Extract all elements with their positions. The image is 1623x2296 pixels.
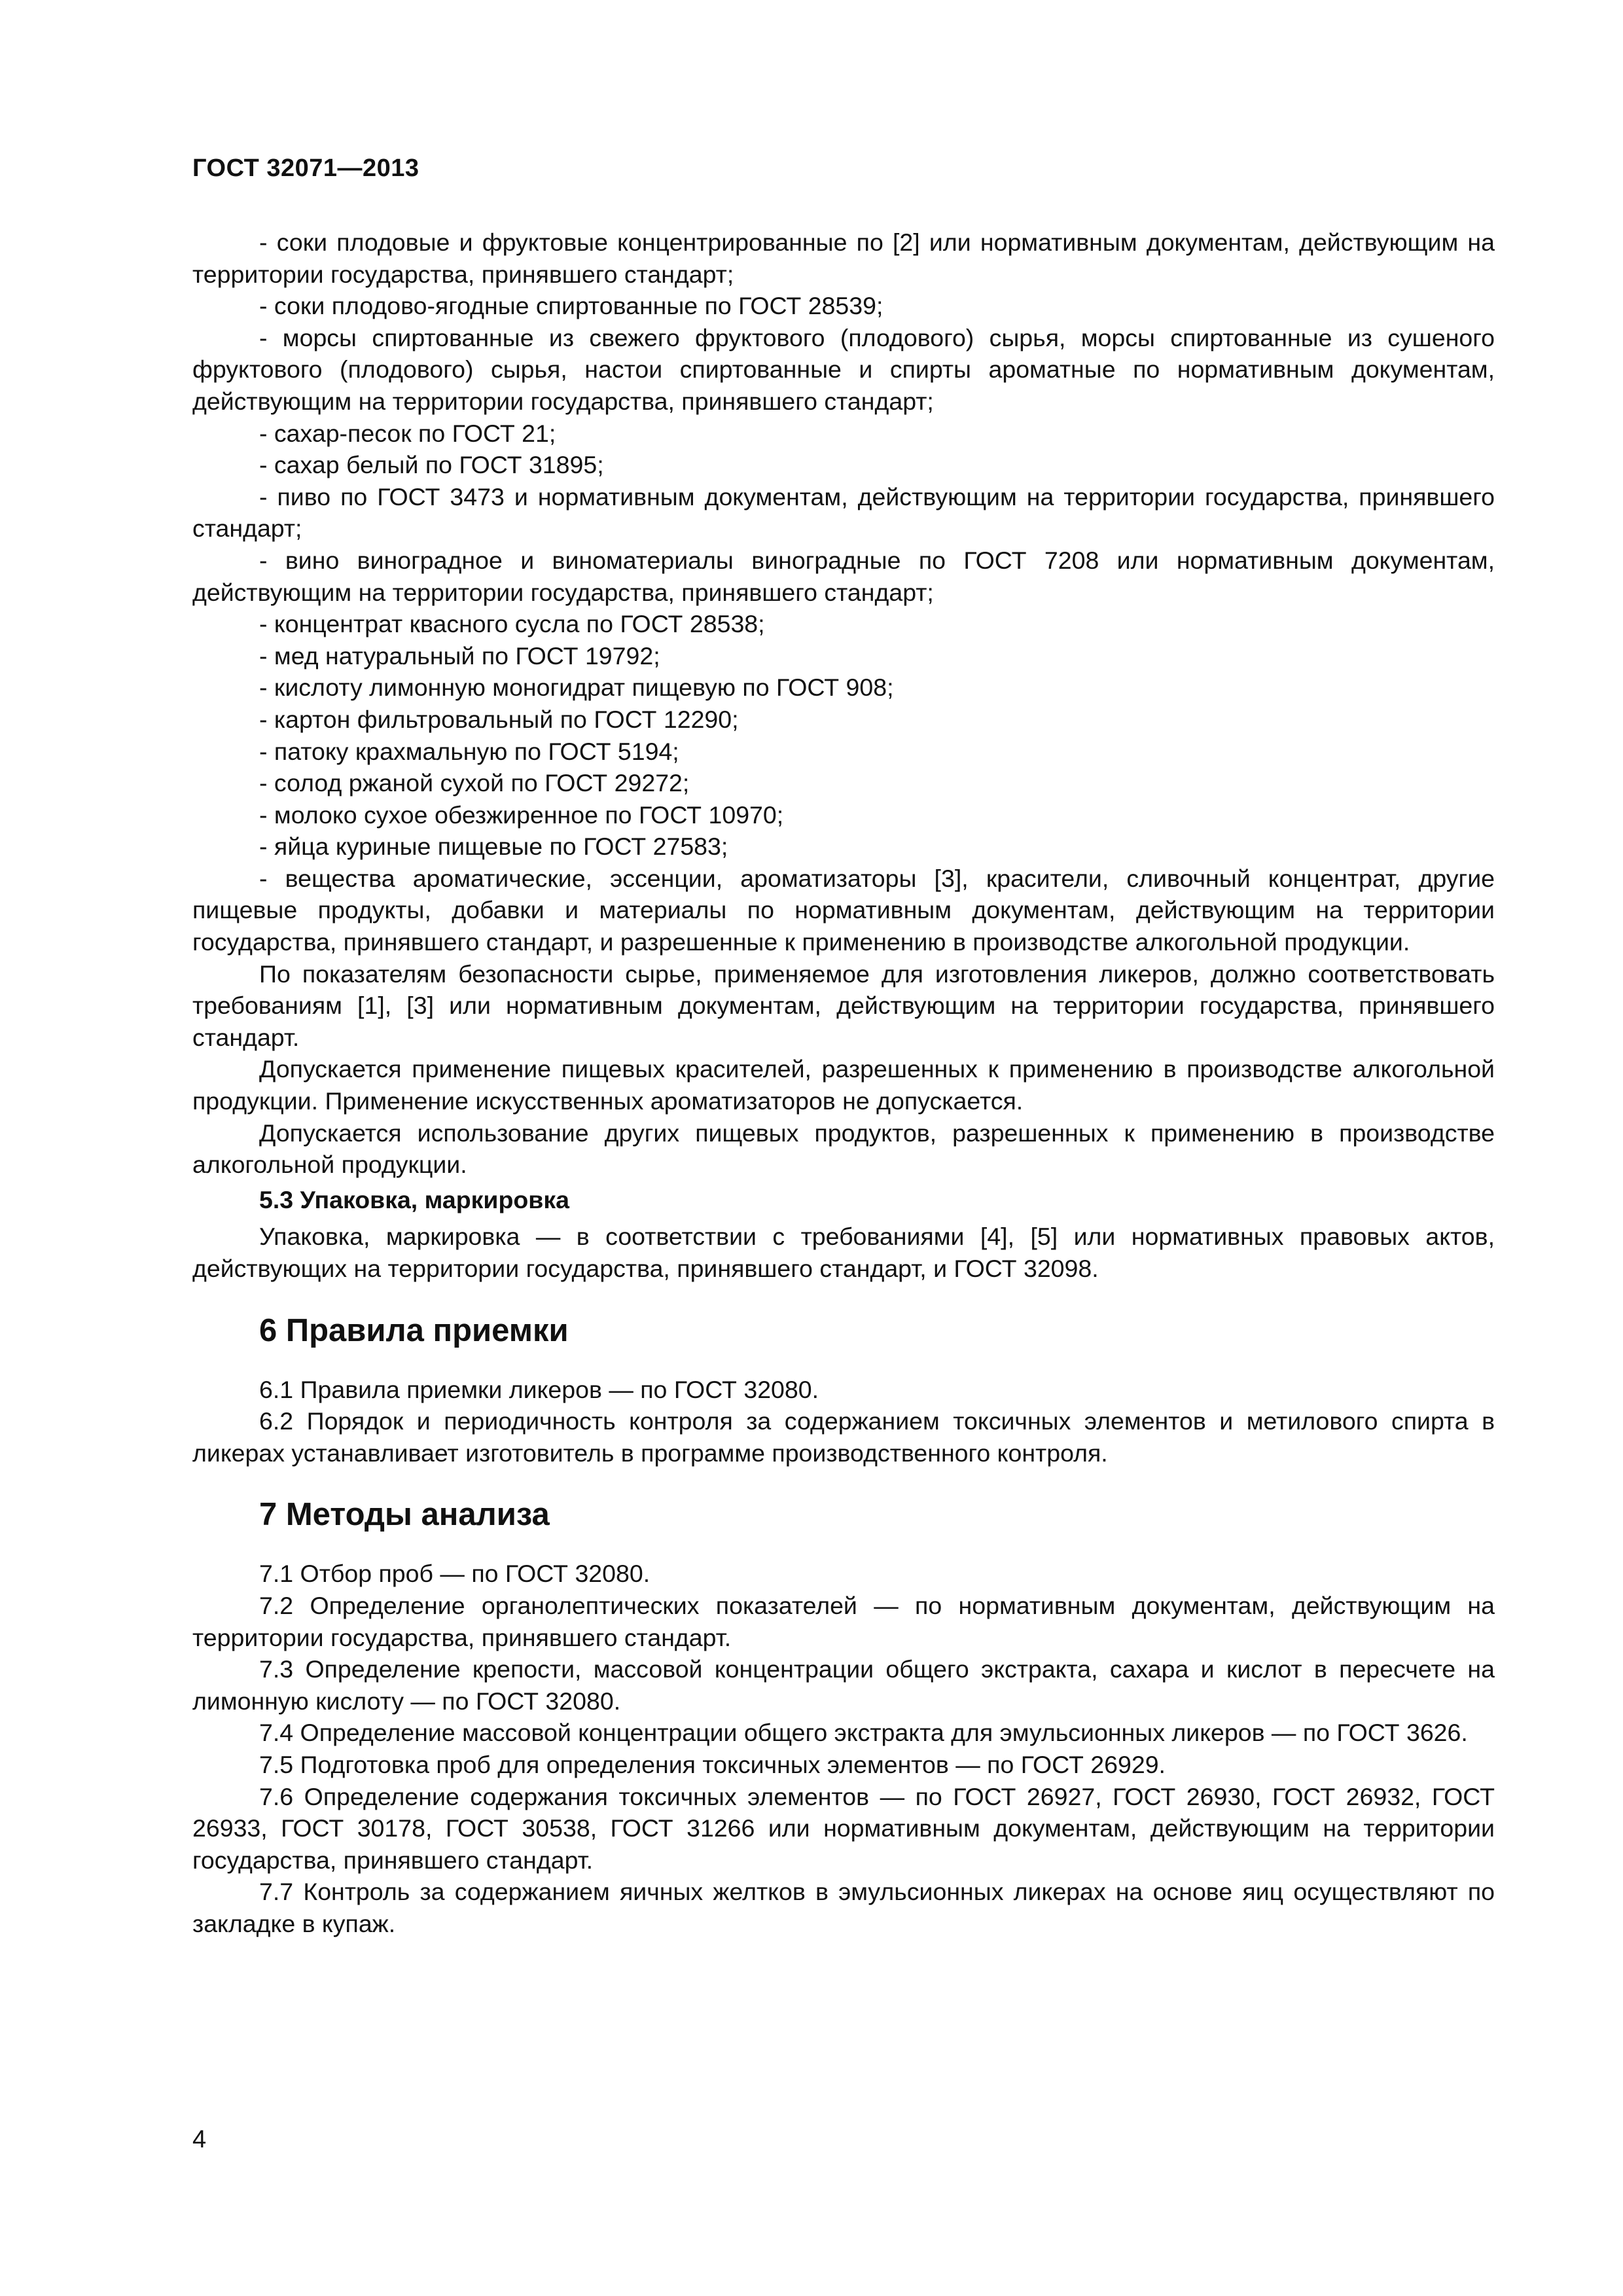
- subsection-5-3-text: Упаковка, маркировка — в соответствии с требованиями [4], [5] или нормативных правовых актов, действующих на территории государства, принявшего стандарт, и ГОСТ 32098.: [192, 1223, 1495, 1282]
- paragraph-7-5: 7.5 Подготовка проб для определения токсичных элементов — по ГОСТ 26929.: [259, 1750, 1166, 1778]
- list-item: - вино виноградное и виноматериалы виноградные по ГОСТ 7208 или нормативным документам, действующим на территории государства, принявшего стандарт;: [192, 546, 1495, 606]
- paragraph-other-products: Допускается использование других пищевых продуктов, разрешенных к применению в производстве алкогольной продукции.: [192, 1119, 1495, 1179]
- list-item: - пиво по ГОСТ 3473 и нормативным документам, действующим на территории государства, принявшего стандарт;: [192, 482, 1495, 543]
- paragraph-7-3: 7.3 Определение крепости, массовой концентрации общего экстракта, сахара и кислот в пересчете на лимонную кислоту — по ГОСТ 32080.: [192, 1655, 1495, 1715]
- list-item: - концентрат квасного сусла по ГОСТ 28538;: [259, 610, 765, 638]
- paragraph-7-1: 7.1 Отбор проб — по ГОСТ 32080.: [259, 1560, 651, 1588]
- paragraph-7-7: 7.7 Контроль за содержанием яичных желтков в эмульсионных ликерах на основе яиц осуществляют по закладке в купаж.: [192, 1878, 1495, 1937]
- paragraph-7-4: 7.4 Определение массовой концентрации общего экстракта для эмульсионных ликеров — по ГОСТ 3626.: [259, 1719, 1468, 1747]
- paragraph-safety: По показателям безопасности сырье, применяемое для изготовления ликеров, должно соответствовать требованиям [1], [3] или нормативным документам, действующим на территории государства, принявшего стандарт.: [192, 960, 1495, 1051]
- paragraph-7-6: 7.6 Определение содержания токсичных элементов — по ГОСТ 26927, ГОСТ 26930, ГОСТ 26932, ГОСТ 26933, ГОСТ 30178, ГОСТ 30538, ГОСТ 31266 или нормативным документам, действующим на территории государства, принявшего стандарт.: [192, 1782, 1495, 1874]
- list-item: - яйца куриные пищевые по ГОСТ 27583;: [259, 833, 728, 861]
- document-header-title: ГОСТ 32071—2013: [192, 154, 419, 182]
- list-item: - соки плодовые и фруктовые концентрированные по [2] или нормативным документам, действующим на территории государства, принявшего стандарт;: [192, 228, 1495, 288]
- list-item: - картон фильтровальный по ГОСТ 12290;: [259, 705, 739, 733]
- list-item: - сахар белый по ГОСТ 31895;: [259, 451, 604, 479]
- section-6-title: 6 Правила приемки: [259, 1312, 569, 1348]
- paragraph-colorants: Допускается применение пищевых красителей, разрешенных к применению в производстве алкогольной продукции. Применение искусственных ароматизаторов не допускается.: [192, 1055, 1495, 1115]
- page-number: 4: [192, 2126, 207, 2153]
- list-item: - мед натуральный по ГОСТ 19792;: [259, 641, 660, 670]
- list-item: - молоко сухое обезжиренное по ГОСТ 10970;: [259, 800, 784, 829]
- section-7-title: 7 Методы анализа: [259, 1497, 550, 1533]
- subsection-5-3-title: 5.3 Упаковка, маркировка: [259, 1185, 569, 1213]
- list-item: - солод ржаной сухой по ГОСТ 29272;: [259, 769, 690, 797]
- list-item: - патоку крахмальную по ГОСТ 5194;: [259, 737, 679, 765]
- list-item: - вещества ароматические, эссенции, ароматизаторы [3], красители, сливочный концентрат, другие пищевые продукты, добавки и материалы по нормативным документам, действующим на территории государства, принявшего стандарт, и разрешенные к применению в производстве алкогольной продукции.: [192, 864, 1495, 956]
- paragraph-6-2: 6.2 Порядок и периодичность контроля за содержанием токсичных элементов и метилового спирта в ликерах устанавливает изготовитель в программе производственного контроля.: [192, 1407, 1495, 1467]
- paragraph-6-1: 6.1 Правила приемки ликеров — по ГОСТ 32080.: [259, 1375, 819, 1403]
- list-item: - соки плодово-ягодные спиртованные по ГОСТ 28539;: [259, 292, 883, 320]
- document-body: [192, 226, 1495, 1940]
- list-item: - сахар-песок по ГОСТ 21;: [259, 419, 556, 447]
- list-item: - кислоту лимонную моногидрат пищевую по ГОСТ 908;: [259, 673, 894, 702]
- paragraph-7-2: 7.2 Определение органолептических показателей — по нормативным документам, действующим на территории государства, принявшего стандарт.: [192, 1591, 1495, 1651]
- list-item: - морсы спиртованные из свежего фруктового (плодового) сырья, морсы спиртованные из сушеного фруктового (плодового) сырья, настои спиртованные и спирты ароматные по нормативным документам, действующим на территории государства, принявшего стандарт;: [192, 323, 1495, 415]
